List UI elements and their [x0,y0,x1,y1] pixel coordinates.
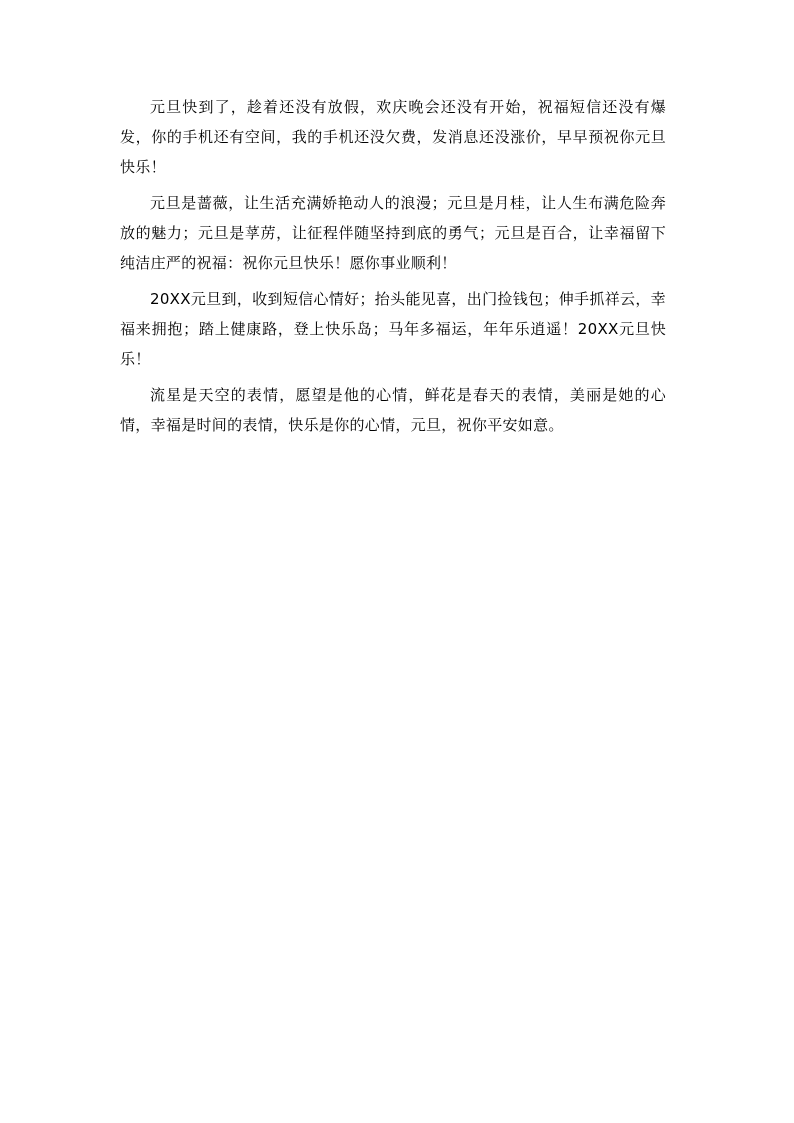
paragraph-1: 元旦快到了，趁着还没有放假，欢庆晚会还没有开始，祝福短信还没有爆发，你的手机还有空间，我的手机还没欠费，发消息还没涨价，早早预祝你元旦快乐！ [120,98,666,176]
paragraph-3: 20XX元旦到，收到短信心情好；抬头能见喜，出门捡钱包；伸手抓祥云，幸福来拥抱；踏上健康路，登上快乐岛；马年多福运，年年乐逍遥！20XX元旦快乐！ [120,290,666,368]
document-page [120,92,666,446]
paragraph-2: 元旦是蔷薇，让生活充满娇艳动人的浪漫；元旦是月桂，让人生布满危险奔放的魅力；元旦是莩苈，让征程伴随坚持到底的勇气；元旦是百合，让幸福留下纯洁庄严的祝福：祝你元旦快乐！愿你事业顺利！ [120,194,666,272]
paragraph-4: 流星是天空的表情，愿望是他的心情，鲜花是春天的表情，美丽是她的心情，幸福是时间的表情，快乐是你的心情，元旦，祝你平安如意。 [120,386,666,434]
